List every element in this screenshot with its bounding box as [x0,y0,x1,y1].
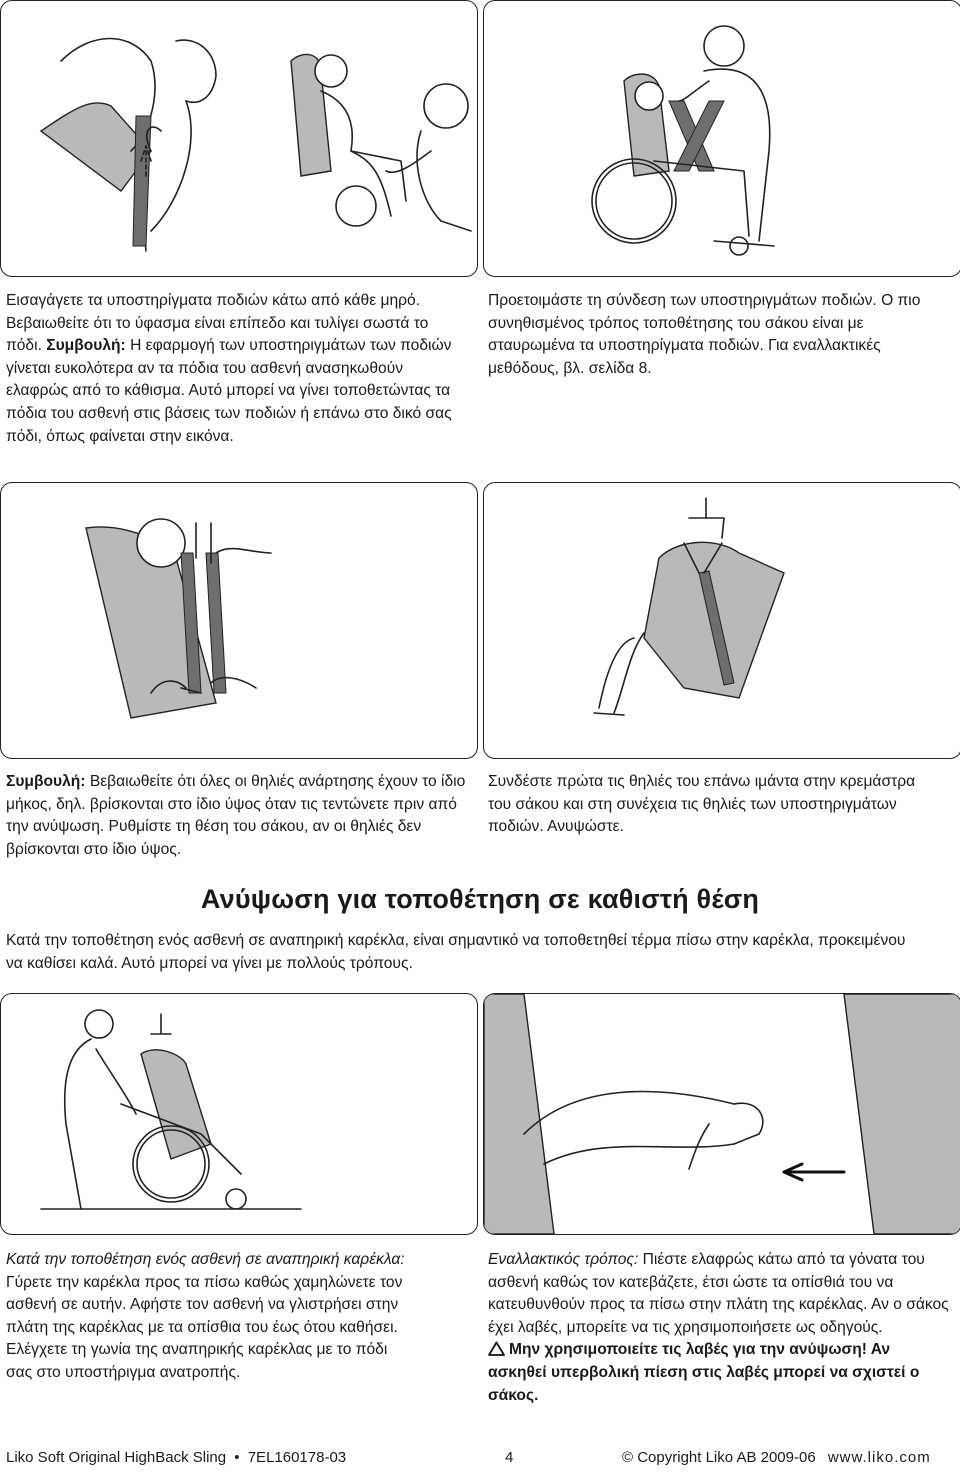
warning-message [488,1339,950,1407]
text-alternative-body: Πιέστε ελαφρώς κάτω από τα γόνατα του ασθενή καθώς τον κατεβάζετε, έτσι ώστε τα οπίσθιά του να κατευθυνθούν προς τα πίσω στην πλάτη της καρέκλας. Αν ο σάκος έχει λαβές, μπορείτε να τις χρησιμοποιήσετε ως οδηγούς. [488,1251,949,1336]
text-wheelchair-body: Γύρετε την καρέκλα προς τα πίσω καθώς χαμηλώνετε τον ασθενή σε αυτήν. Αφήστε τον ασθενή να γλιστρήσει στην πλάτη της καρέκλας με τα οπίσθια του έως ότου καθήσει. Ελέγχετε τη γωνία της αναπηρικής καρέκλας με το πόδι σας στο υποστήριγμα ανατροπής. [6,1273,403,1381]
illustration-wheelchair-crossed-supports-drawing [484,1,960,276]
text-insert-leg-supports [6,290,466,448]
paragraph-tip-loops [6,771,466,861]
warning-text: Μην χρησιμοποιείτε τις λαβές για την ανύψωση! Αν ασκηθεί υπερβολική πίεση στις λαβές μπορεί να σχιστεί ο σάκος. [488,1341,920,1404]
paragraph-connect-loops: Συνδέστε πρώτα τις θηλιές του επάνω ιμάντα στην κρεμάστρα του σάκου και στη συνέχεια τις θηλιές των υποστηριγμάτων ποδιών. Ανυψώστε. [488,773,916,836]
footer-website: www.liko.com [827,1449,931,1466]
footer-product-name: Liko Soft Original HighBack Sling [6,1449,227,1466]
text-tip-loops [6,771,466,861]
text-alternative-method [488,1249,950,1407]
illustration-press-under-knees [483,993,960,1235]
tip-label: Συμβουλή: [46,337,126,355]
paragraph-insert-leg-supports [6,290,466,448]
text-wheelchair-placement [6,1249,406,1385]
footer-copyright: © Copyright Liko AB 2009-06 [622,1449,816,1466]
illustration-attach-loops-and-lift [483,482,960,759]
footer-page-number: 4 [505,1449,514,1466]
illustration-press-under-knees-drawing [484,994,960,1234]
paragraph-wheelchair-placement [6,1249,406,1385]
section-intro [6,930,906,975]
illustration-attach-loops-and-lift-drawing [484,483,960,758]
text-part2: Η εφαρμογή των υποστηριγμάτων των ποδιών γίνεται ευκολότερα αν τα πόδια του ασθενή ανασηκωθούν ελαφρώς από το κάθισμα. Αυτό μπορεί να γίνει τοποθετώντας τα πόδια του ασθενή στις βάσεις των ποδιών ή επάνω στο δικό σας πόδι, όπως φαίνεται στην εικόνα. [6,337,452,445]
illustration-loops-same-length [0,482,478,759]
arrow-left-icon [784,1164,844,1180]
footer-product [6,1449,346,1466]
footer-doc-code: 7EL160178-03 [247,1449,347,1466]
section-heading: Ανύψωση για τοποθέτηση σε καθιστή θέση [200,884,760,914]
text-part1: Εισαγάγετε τα υποστηρίγματα ποδιών κάτω από κάθε μηρό. Βεβαιωθείτε ότι το ύφασμα είναι επίπεδο και τυλίγει σωστά το πόδι. [6,292,429,355]
footer-bullet: • [234,1449,240,1466]
paragraph-intro: Κατά την τοποθέτηση ενός ασθενή σε αναπηρική καρέκλα, είναι σημαντικό να τοποθετηθεί τέρμα πίσω στην καρέκλα, προκειμένου να καθίσει καλά. Αυτό μπορεί να γίνει με πολλούς τρόπους. [6,932,906,972]
paragraph-prepare-connection: Προετοιμάστε τη σύνδεση των υποστηριγμάτων ποδιών. Ο πιο συνηθισμένος τρόπος τοποθέτησης του σάκου είναι με σταυρωμένα τα υποστηρίγματα ποδιών. Για εναλλακτικές μεθόδους, βλ. σελίδα 8. [488,292,921,377]
footer-copyright-block [622,1449,931,1466]
illustration-loops-same-length-drawing [1,483,477,758]
illustration-tilt-wheelchair [0,993,478,1235]
illustration-leg-supports-drawing [1,1,477,276]
warning-triangle-icon [488,1341,505,1356]
label-wheelchair-placement: Κατά την τοποθέτηση ενός ασθενή σε αναπηρική καρέκλα: [6,1251,405,1268]
tip-label: Συμβουλή: [6,773,86,790]
text-prepare-connection [488,290,948,380]
illustration-wheelchair-crossed-supports [483,0,960,277]
text-tip-body: Βεβαιωθείτε ότι όλες οι θηλιές ανάρτησης έχουν το ίδιο μήκος, δηλ. βρίσκονται στο ίδιο ύψος όταν τις τεντώνετε πριν από την ανύψωση. Ρυθμίστε τη θέση του σάκου, αν οι θηλιές δεν βρίσκονται στο ίδιο ύψος. [6,773,466,858]
illustration-leg-supports [0,0,478,277]
label-alternative-method: Εναλλακτικός τρόπος: [488,1251,639,1268]
text-connect-loops [488,771,928,839]
paragraph-alternative-method [488,1249,950,1339]
illustration-tilt-wheelchair-drawing [1,994,477,1234]
